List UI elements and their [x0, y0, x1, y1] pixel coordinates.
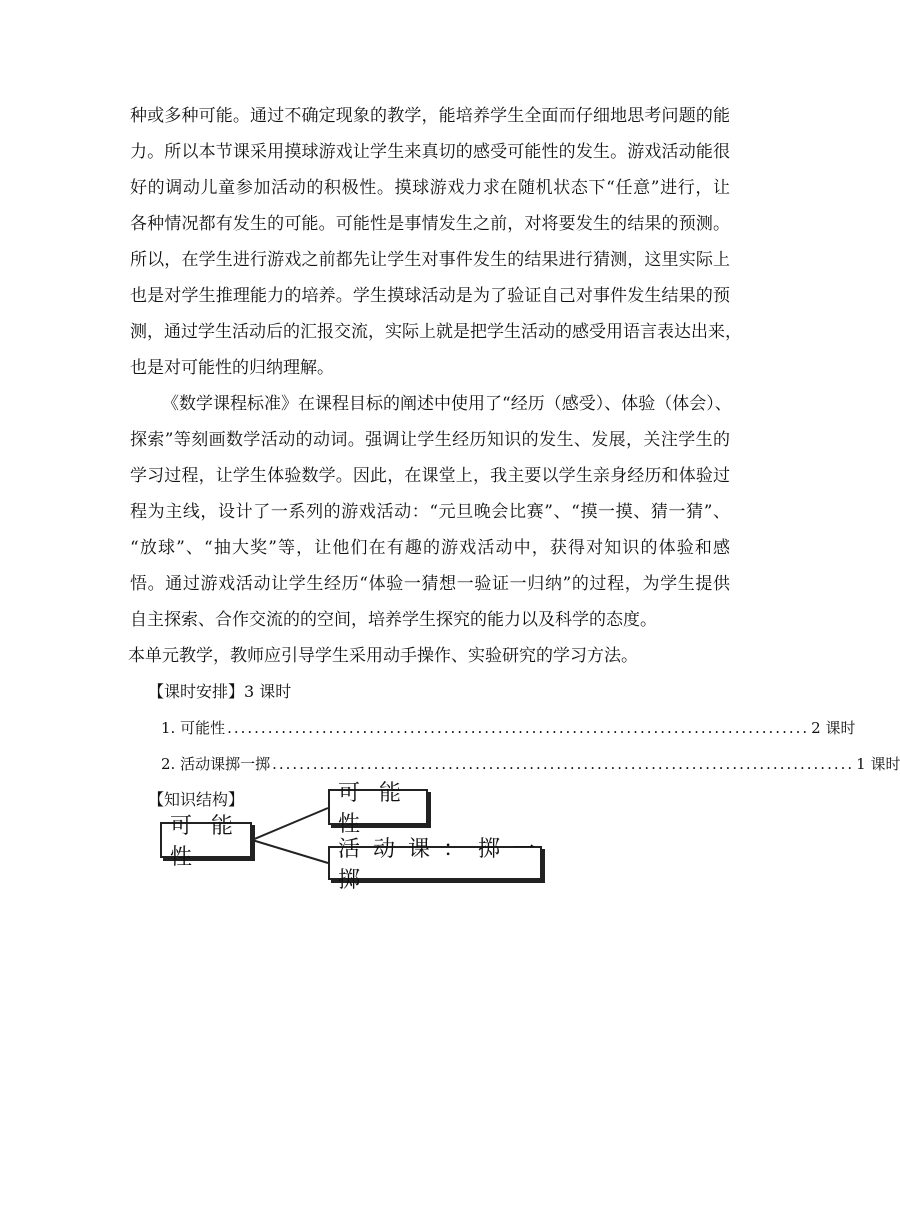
toc-item-title: 1. 可能性 — [161, 719, 226, 737]
paragraph1-line: 好的调动儿童参加活动的积极性。摸球游戏力求在随机状态下“任意”进行，让 — [130, 178, 730, 198]
structure-heading: 【知识结构】 — [148, 790, 245, 809]
structure-branch-box: 可 能 性 — [328, 789, 428, 825]
paragraph2-line: 《数学课程标准》在课程目标的阐述中使用了“经历（感受）、体验（体会）、 — [162, 394, 732, 414]
paragraph2-line: 悟。通过游戏活动让学生经历“体验一猜想一验证一归纳”的过程，为学生提供 — [130, 574, 730, 594]
paragraph2-line: 自主探索、合作交流的的空间，培养学生探究的能力以及科学的态度。 — [130, 610, 657, 630]
paragraph1-line: 所以，在学生进行游戏之前都先让学生对事件发生的结果进行猜测，这里实际上 — [130, 250, 730, 270]
paragraph3: 本单元教学，教师应引导学生采用动手操作、实验研究的学习方法。 — [128, 646, 638, 666]
toc-item-hours: 2 课时 — [811, 719, 856, 737]
paragraph1-line: 测，通过学生活动后的汇报交流，实际上就是把学生活动的感受用语言表达出来， — [130, 322, 742, 342]
paragraph1-line: 种或多种可能。通过不确定现象的教学，能培养学生全面而仔细地思考问题的能 — [130, 106, 730, 126]
paragraph2-line: 探索”等刻画数学活动的动词。强调让学生经历知识的发生、发展，关注学生的 — [130, 430, 730, 450]
structure-root-box: 可 能 性 — [160, 822, 252, 858]
paragraph1-line: 也是对可能性的归纳理解。 — [130, 358, 334, 378]
paragraph2-line: 学习过程，让学生体验数学。因此，在课堂上，我主要以学生亲身经历和体验过 — [130, 466, 730, 486]
paragraph1-line: 也是对学生推理能力的培养。学生摸球活动是为了验证自己对事件发生结果的预 — [130, 286, 730, 306]
toc-leader-dots: ...................................................................................... — [272, 755, 855, 773]
schedule-heading: 【课时安排】3 课时 — [148, 682, 292, 701]
structure-branch-box: 活 动 课 ： 掷 一 掷 — [328, 846, 542, 880]
paragraph1-line: 各种情况都有发生的可能。可能性是事情发生之前，对将要发生的结果的预测。 — [130, 214, 730, 234]
paragraph1-line: 力。所以本节课采用摸球游戏让学生来真切的感受可能性的发生。游戏活动能很 — [130, 142, 730, 162]
connector-line — [252, 808, 328, 840]
toc-leader-dots: ...................................................................................... — [227, 719, 810, 737]
toc-item-hours: 1 课时 — [856, 755, 900, 773]
paragraph2-line: 程为主线，设计了一系列的游戏活动：“元旦晚会比赛”、“摸一摸、猜一猜”、 — [130, 502, 730, 522]
paragraph2-line: “放球”、“抽大奖”等，让他们在有趣的游戏活动中，获得对知识的体验和感 — [130, 538, 730, 558]
connector-line — [252, 840, 328, 863]
toc-item-title: 2. 活动课掷一掷 — [161, 755, 271, 773]
